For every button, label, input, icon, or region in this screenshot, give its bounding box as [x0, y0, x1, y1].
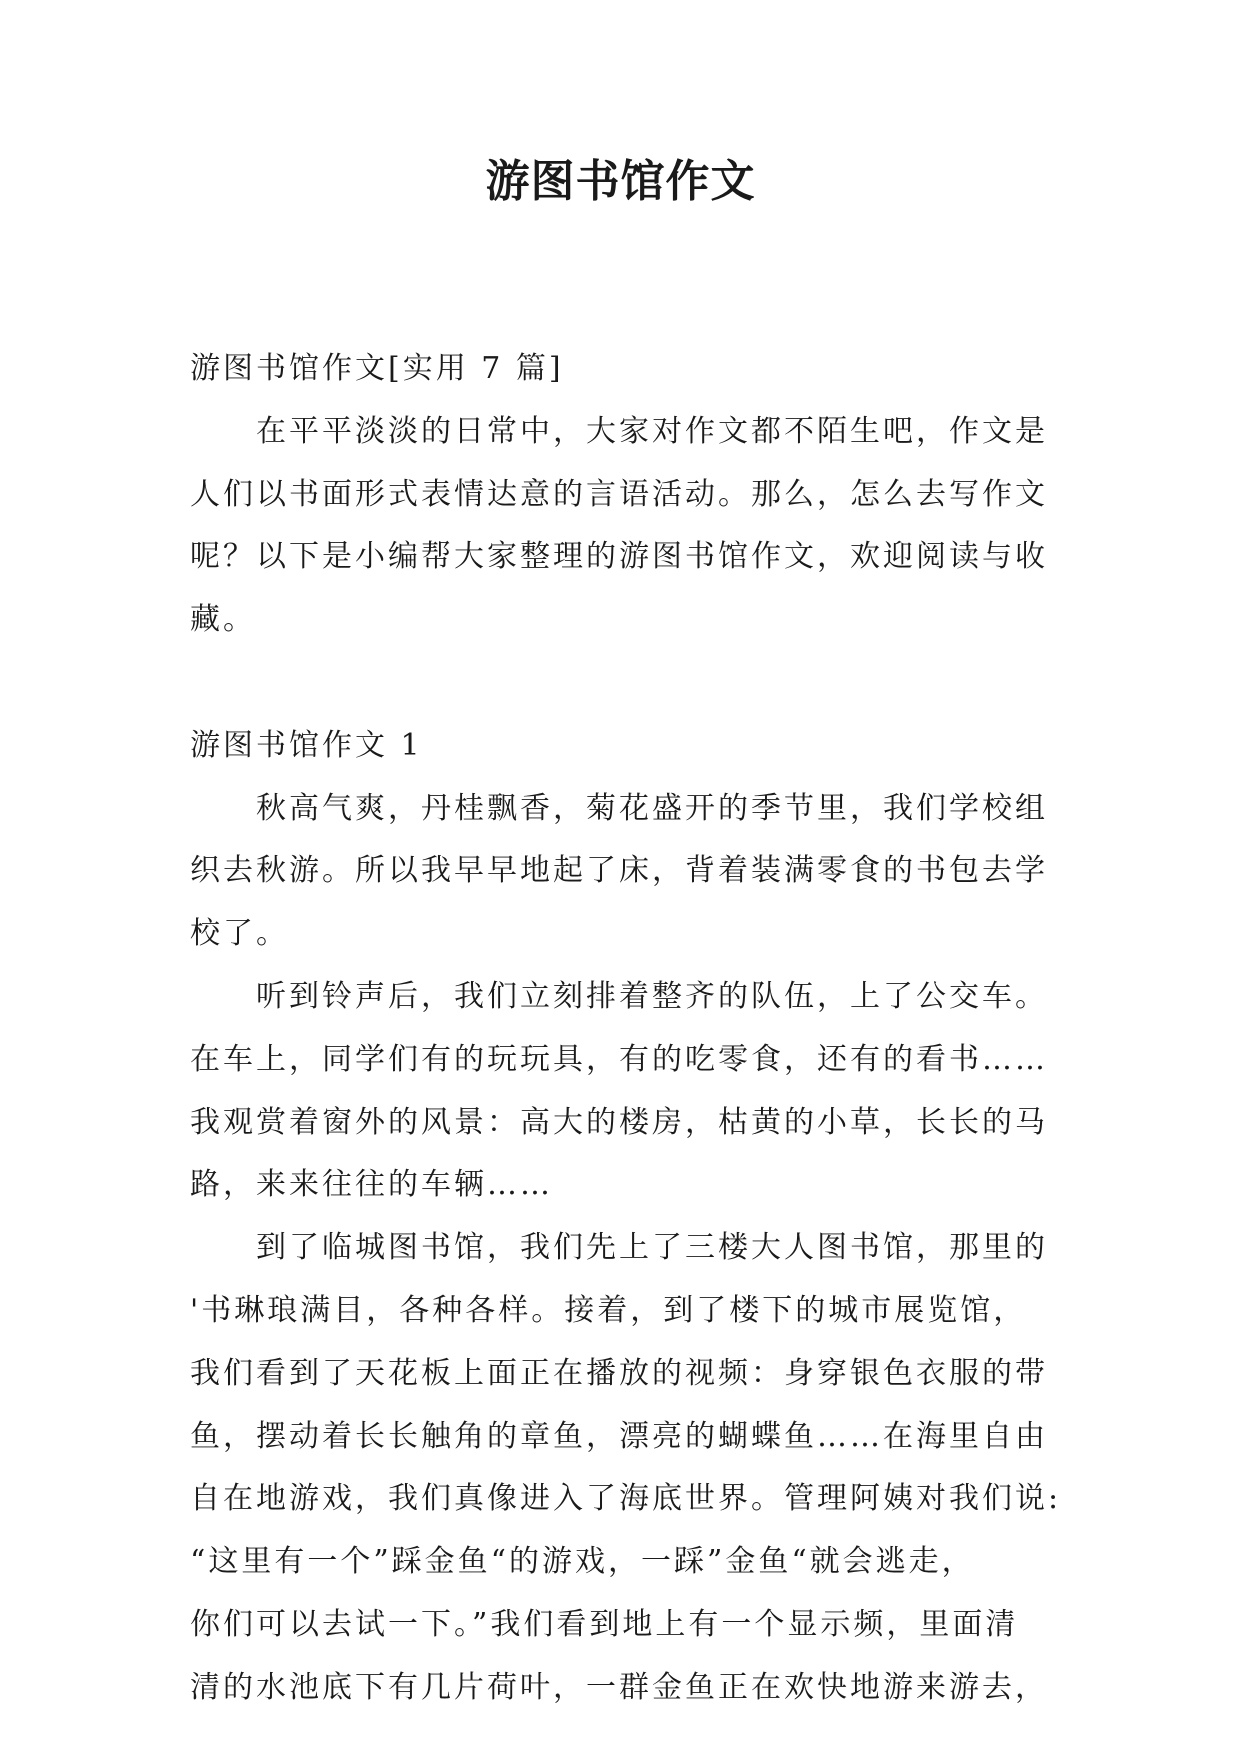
paragraph-line: 在车上，同学们有的玩玩具，有的吃零食，还有的看书…… [190, 1041, 1048, 1077]
paragraph-line: 我观赏着窗外的风景：高大的楼房，枯黄的小草，长长的马 [190, 1104, 1048, 1140]
section-heading: 游图书馆作文 1 [190, 727, 423, 763]
paragraph-line: 路，来来往往的车辆…… [190, 1167, 553, 1203]
document-subtitle: 游图书馆作文[实用 7 篇] [190, 351, 564, 386]
paragraph-2 [190, 966, 1050, 1217]
document-title: 游图书馆作文 [485, 156, 756, 207]
paragraph-line: 到了临城图书馆，我们先上了三楼大人图书馆，那里的 [256, 1230, 1048, 1266]
paragraph-line: 鱼，摆动着长长触角的章鱼，漂亮的蝴蝶鱼……在海里自由 [190, 1418, 1048, 1454]
paragraph-line: 校了。 [190, 916, 289, 952]
paragraph-line: 听到铃声后，我们立刻排着整齐的队伍，上了公交车。 [256, 978, 1048, 1014]
paragraph-line: '书琳琅满目，各种各样。接着，到了楼下的城市展览馆， [190, 1292, 1027, 1328]
paragraph-line: 自在地游戏，我们真像进入了海底世界。管理阿姨对我们说: [190, 1481, 1062, 1517]
intro-paragraph [190, 401, 1050, 652]
blank-line [190, 652, 1050, 715]
paragraph-1 [190, 778, 1050, 966]
paragraph-line: “这里有一个”踩金鱼“的游戏，一踩”金鱼“就会逃走， [190, 1544, 975, 1580]
paragraph-line: 秋高气爽，丹桂飘香，菊花盛开的季节里，我们学校组 [256, 790, 1048, 826]
intro-line: 藏。 [190, 602, 256, 638]
paragraph-line: 清的水池底下有几片荷叶，一群金鱼正在欢快地游来游去， [190, 1669, 1048, 1705]
intro-line: 在平平淡淡的日常中，大家对作文都不陌生吧，作文是 [256, 413, 1048, 449]
intro-line: 人们以书面形式表情达意的言语活动。那么，怎么去写作文 [190, 476, 1048, 512]
paragraph-line: 织去秋游。所以我早早地起了床，背着装满零食的书包去学 [190, 853, 1048, 889]
paragraph-line: 你们可以去试一下。”我们看到地上有一个显示频，里面清 [190, 1606, 1019, 1642]
paragraph-3 [190, 1217, 1062, 1719]
document-body [190, 338, 1062, 1720]
paragraph-line: 我们看到了天花板上面正在播放的视频：身穿银色衣服的带 [190, 1355, 1048, 1391]
intro-line: 呢？以下是小编帮大家整理的游图书馆作文，欢迎阅读与收 [190, 539, 1048, 575]
